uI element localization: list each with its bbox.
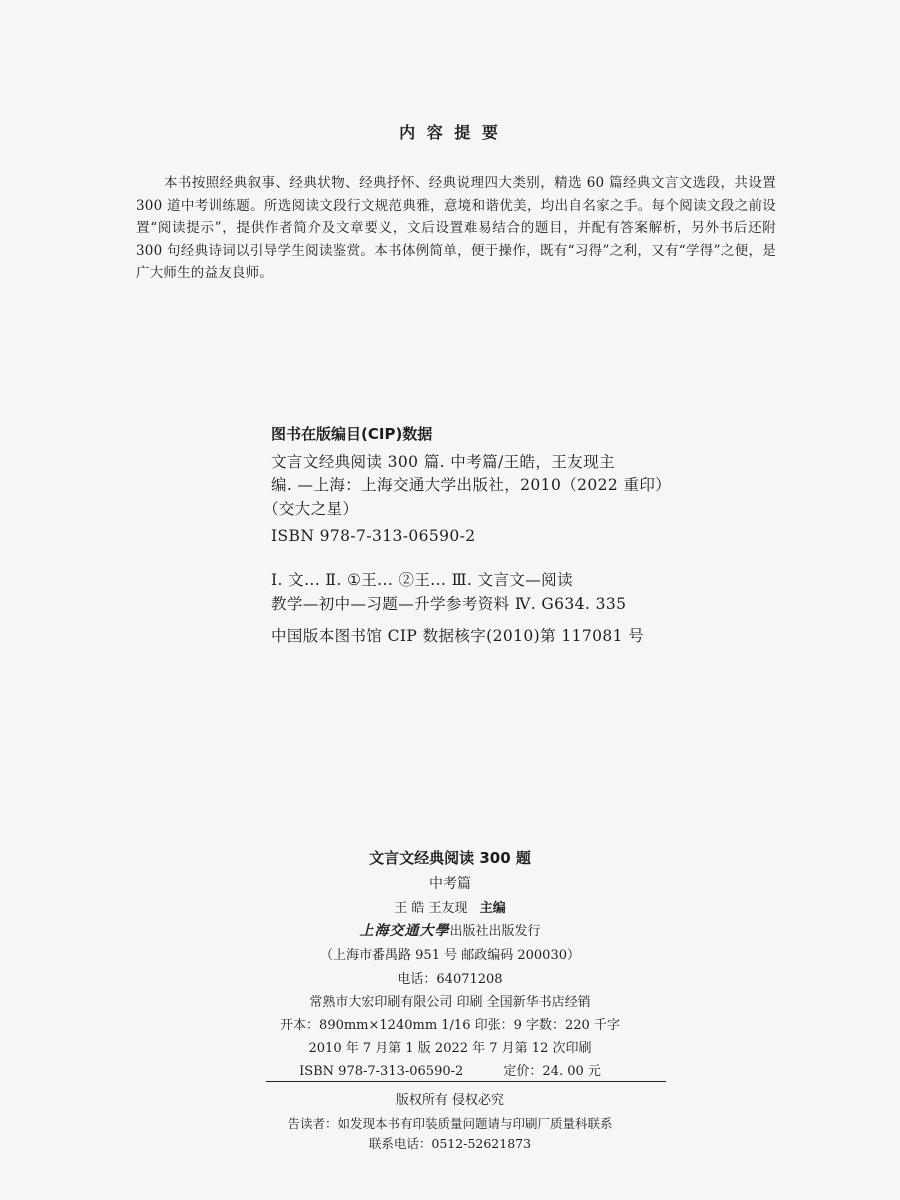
book-price: 定价：24. 00 元 [503,1064,601,1079]
printer-line: 常熟市大宏印刷有限公司 印刷 全国新华书店经销 [309,995,591,1010]
cip-heading: 图书在版编目(CIP)数据 [271,425,433,443]
publisher-phone: 电话：64071208 [397,972,503,987]
cip-classification-2: 教学—初中—习题—升学参考资料 Ⅳ. G634. 335 [271,595,627,613]
divider-rule [266,1081,666,1082]
cip-line-2: 编. —上海：上海交通大学出版社，2010（2022 重印） [271,476,672,494]
reader-notice: 告读者：如发现本书有印装质量问题请与印刷厂质量科联系 [287,1116,613,1131]
editors-role: 主编 [479,901,506,916]
book-subtitle: 中考篇 [429,876,471,892]
isbn-price-line [0,1060,900,1079]
cip-isbn: ISBN 978-7-313-06590-2 [271,527,476,545]
summary-paragraph: 本书按照经典叙事、经典状物、经典抒怀、经典说理四大类别，精选 60 篇经典文言文选段，共设置 300 道中考训练题。所选阅读文段行文规范典雅，意境和谐优美，均出自名家之手。每个阅读文段之前设置“阅读提示”，提供作者简介及文章要义，文后设置难易结合的题目，并配有答案解析，另外书后还附 300 句经典诗词以引导学生阅读鉴赏。本书体例简单，便于操作，既有“习得”之利，又有“学得”之便，是广大师生的益友良师。 [136,175,776,281]
publisher-line [0,920,900,940]
cip-line-3: （交大之星） [263,500,359,518]
publisher-address: （上海市番禺路 951 号 邮政编码 200030） [320,948,580,963]
copyright-notice: 版权所有 侵权必究 [395,1093,505,1108]
publisher-logo: 上海交通大學 [359,923,450,939]
editors-names: 王 皓 王友现 [394,901,468,916]
cip-line-1: 文言文经典阅读 300 篇. 中考篇/王皓，王友现主 [271,453,615,471]
editors-line [0,897,900,916]
book-specs: 开本：890mm×1240mm 1/16 印张：9 字数：220 千字 [280,1018,620,1033]
cip-classification-1: Ⅰ. 文... Ⅱ. ①王... ②王... Ⅲ. 文言文—阅读 [271,571,573,589]
colophon-isbn: ISBN 978-7-313-06590-2 [299,1064,464,1079]
contact-phone: 联系电话：0512-52621873 [368,1136,532,1151]
edition-info: 2010 年 7 月第 1 版 2022 年 7 月第 12 次印刷 [308,1041,592,1056]
cip-verification-number: 中国版本图书馆 CIP 数据核字(2010)第 117081 号 [271,627,645,645]
publisher-suffix: 出版社出版发行 [449,924,541,939]
book-title: 文言文经典阅读 300 题 [369,849,531,867]
summary-title: 内 容 提 要 [399,123,501,142]
